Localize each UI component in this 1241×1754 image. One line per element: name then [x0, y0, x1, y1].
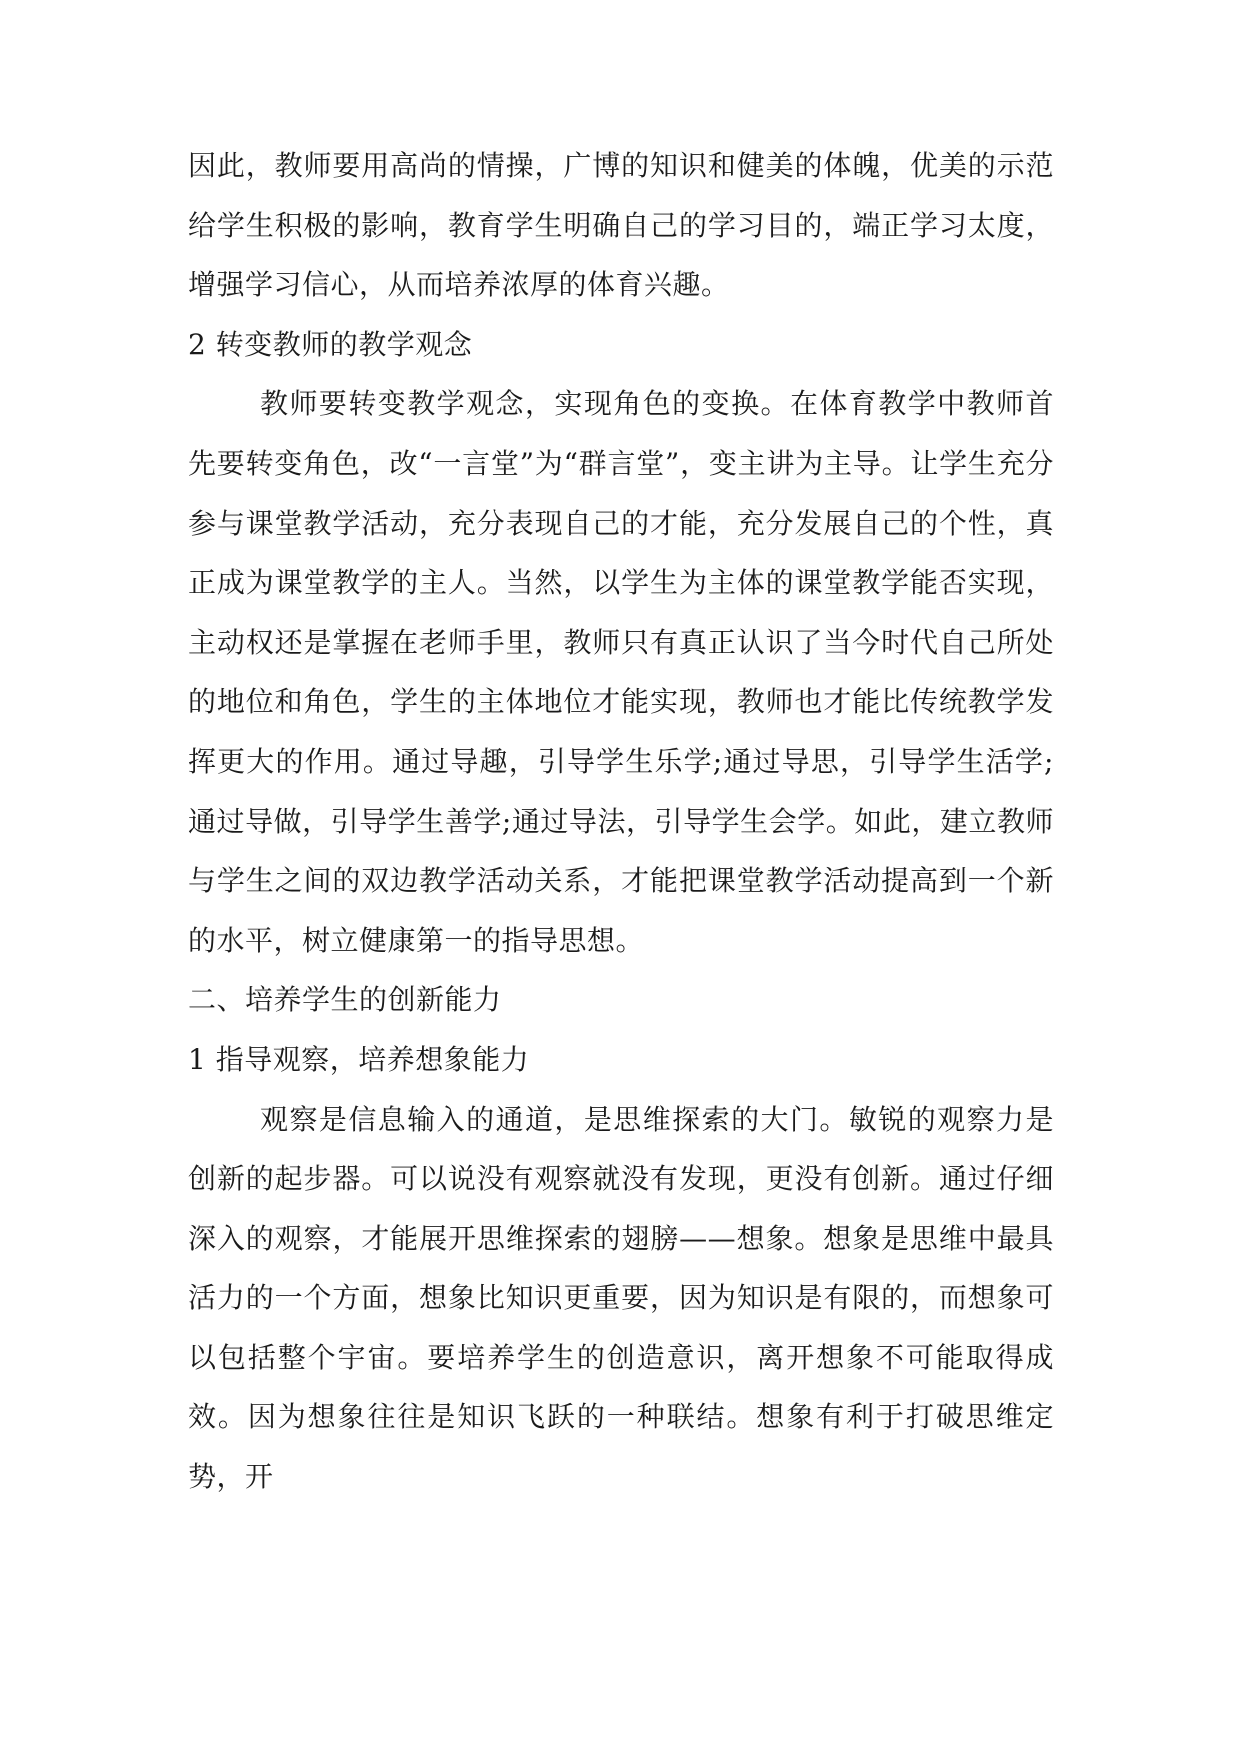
section-heading-2: 2 转变教师的教学观念: [188, 327, 473, 361]
section-heading-1: 1 指导观察，培养想象能力: [188, 1042, 530, 1076]
paragraph-teaching-concept: 教师要转变教学观念，实现角色的变换。在体育教学中教师首先要转变角色，改“一言堂”为“群言堂”，变主讲为主导。让学生充分参与课堂教学活动，充分表现自己的才能，充分发展自己的个性，真正成为课堂教学的主人。当然，以学生为主体的课堂教学能否实现，主动权还是掌握在老师手里，教师只有真正认识了当今时代自己所处的地位和角色，学生的主体地位才能实现，教师也才能比传统教学发挥更大的作用。通过导趣，引导学生乐学;通过导思，引导学生活学;通过导做，引导学生善学;通过导法，引导学生会学。如此，建立教师与学生之间的双边教学活动关系，才能把课堂教学活动提高到一个新的水平，树立健康第一的指导思想。: [188, 387, 1054, 957]
chapter-heading-innovation: 二、培养学生的创新能力: [188, 983, 502, 1017]
document-body: [188, 136, 1054, 1507]
paragraph-continued: 因此，教师要用高尚的情操，广博的知识和健美的体魄，优美的示范给学生积极的影响，教育学生明确自己的学习目的，端正学习太度，增强学习信心，从而培养浓厚的体育兴趣。: [188, 149, 1054, 302]
paragraph-observation: 观察是信息输入的通道，是思维探索的大门。敏锐的观察力是创新的起步器。可以说没有观察就没有发现，更没有创新。通过仔细深入的观察，才能展开思维探索的翅膀——想象。想象是思维中最具活力的一个方面，想象比知识更重要，因为知识是有限的，而想象可以包括整个宇宙。要培养学生的创造意识，离开想象不可能取得成效。因为想象往往是知识飞跃的一种联结。想象有利于打破思维定势，开: [188, 1102, 1054, 1494]
